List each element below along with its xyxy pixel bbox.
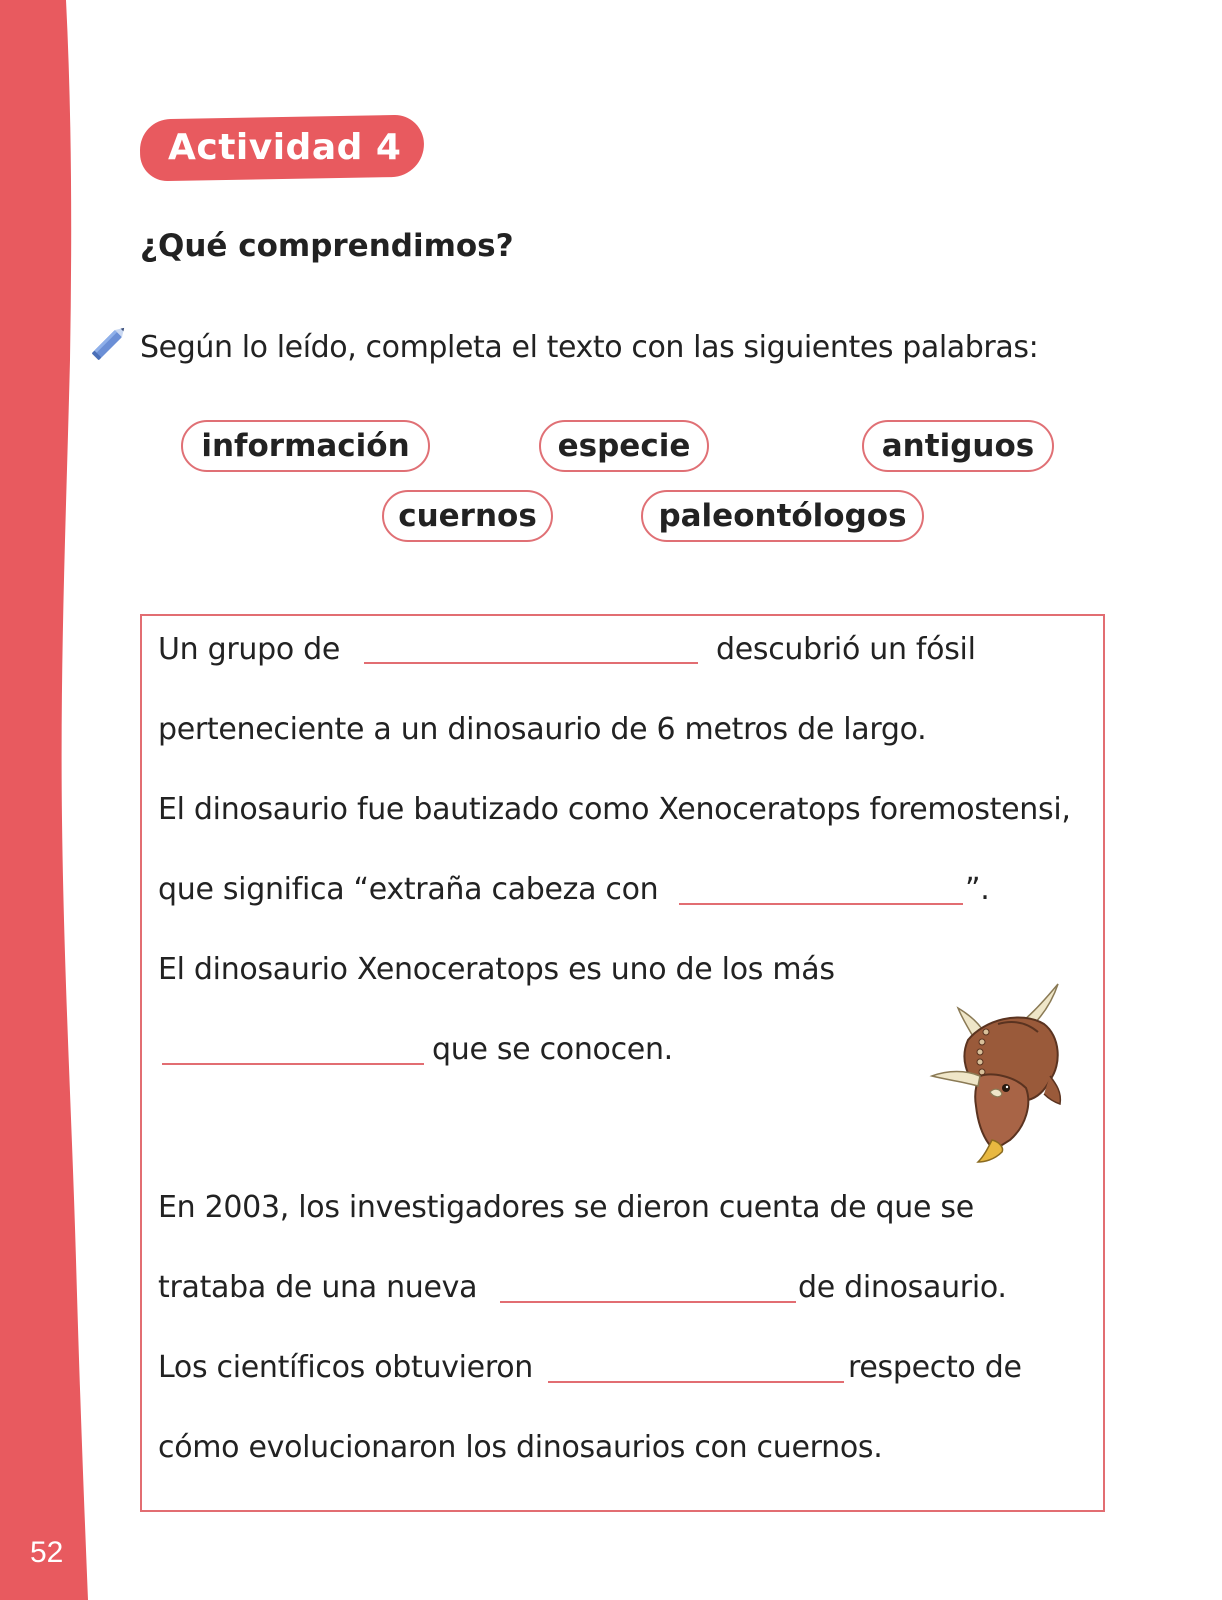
blank-2[interactable] xyxy=(679,903,963,905)
word-chip-antiguos: antiguos xyxy=(862,420,1054,472)
passage-line-3: El dinosaurio fue bautizado como Xenoceratops foremostensi, xyxy=(158,792,1071,827)
passage-line-7: En 2003, los investigadores se dieron cuenta de que se xyxy=(158,1190,974,1225)
passage-line-4a: que significa “extraña cabeza con xyxy=(158,872,659,907)
side-band xyxy=(0,0,100,1600)
passage-line-1b: descubrió un fósil xyxy=(716,632,976,667)
word-chip-informacion: información xyxy=(181,420,430,472)
activity-label: Actividad 4 xyxy=(168,127,402,168)
blank-5[interactable] xyxy=(548,1381,844,1383)
pencil-icon xyxy=(88,320,132,364)
passage-line-1a: Un grupo de xyxy=(158,632,341,667)
word-chip-cuernos: cuernos xyxy=(382,490,553,542)
passage-line-8a: trataba de una nueva xyxy=(158,1270,478,1305)
dinosaur-head-icon xyxy=(928,980,1068,1170)
page-number: 52 xyxy=(30,1536,64,1569)
passage-line-9a: Los científicos obtuvieron xyxy=(158,1350,533,1385)
passage-line-8b: de dinosaurio. xyxy=(798,1270,1007,1305)
passage-line-10: cómo evolucionaron los dinosaurios con cuernos. xyxy=(158,1430,883,1465)
instruction-text: Según lo leído, completa el texto con las siguientes palabras: xyxy=(140,330,1039,365)
passage-line-4b: ”. xyxy=(965,872,990,907)
passage-line-6: que se conocen. xyxy=(432,1032,673,1067)
section-title: ¿Qué comprendimos? xyxy=(140,228,514,264)
blank-4[interactable] xyxy=(500,1301,796,1303)
word-chip-paleontologos: paleontólogos xyxy=(641,490,924,542)
blank-3[interactable] xyxy=(162,1063,424,1065)
blank-1[interactable] xyxy=(364,662,698,664)
passage-line-9b: respecto de xyxy=(848,1350,1022,1385)
passage-line-5: El dinosaurio Xenoceratops es uno de los más xyxy=(158,952,835,987)
passage-line-2: perteneciente a un dinosaurio de 6 metros de largo. xyxy=(158,712,927,747)
word-chip-especie: especie xyxy=(539,420,709,472)
